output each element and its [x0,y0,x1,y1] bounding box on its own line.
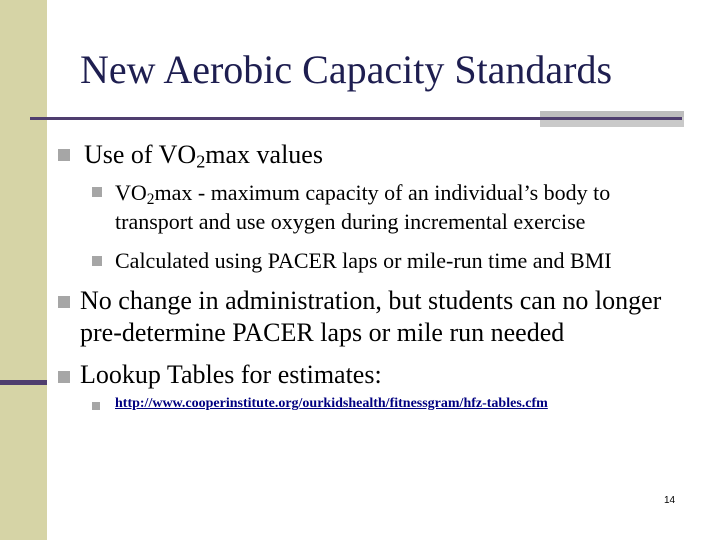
bullet-lookup-tables: Lookup Tables for estimates: [80,360,382,389]
bullet-vo2max-definition [115,180,610,206]
bullet-square-icon [92,187,102,197]
bullet-calculated-using: Calculated using PACER laps or mile-run time and BMI [115,248,612,273]
hfz-tables-link[interactable]: http://www.cooperinstitute.org/ourkidshealth/fitnessgram/hfz-tables.cfm [115,396,548,411]
subscript-2: 2 [196,151,206,172]
title-rule [30,117,682,120]
bullet-no-change-cont: pre-determine PACER laps or mile run needed [80,318,565,347]
text-fragment: max values [205,140,323,169]
bullet-square-icon [58,149,70,161]
bullet-square-icon [92,256,102,266]
text-fragment: max - maximum capacity of an individual’s body to [154,180,611,205]
bullet-no-change: No change in administration, but students can no longer [80,286,662,315]
bullet-square-icon [58,296,70,308]
slide-title: New Aerobic Capacity Standards [80,47,613,92]
sidebar-marker [0,380,47,385]
bullet-vo2max-values [84,140,323,170]
subscript-2: 2 [146,190,155,208]
bullet-square-icon [92,402,100,410]
page-number: 14 [664,495,676,506]
bullet-square-icon [58,371,70,383]
left-sidebar-bar [0,0,47,540]
bullet-vo2max-definition-cont: transport and use oxygen during incremental exercise [115,209,586,234]
text-fragment: VO [115,180,147,205]
text-fragment: Use of VO [84,140,197,169]
